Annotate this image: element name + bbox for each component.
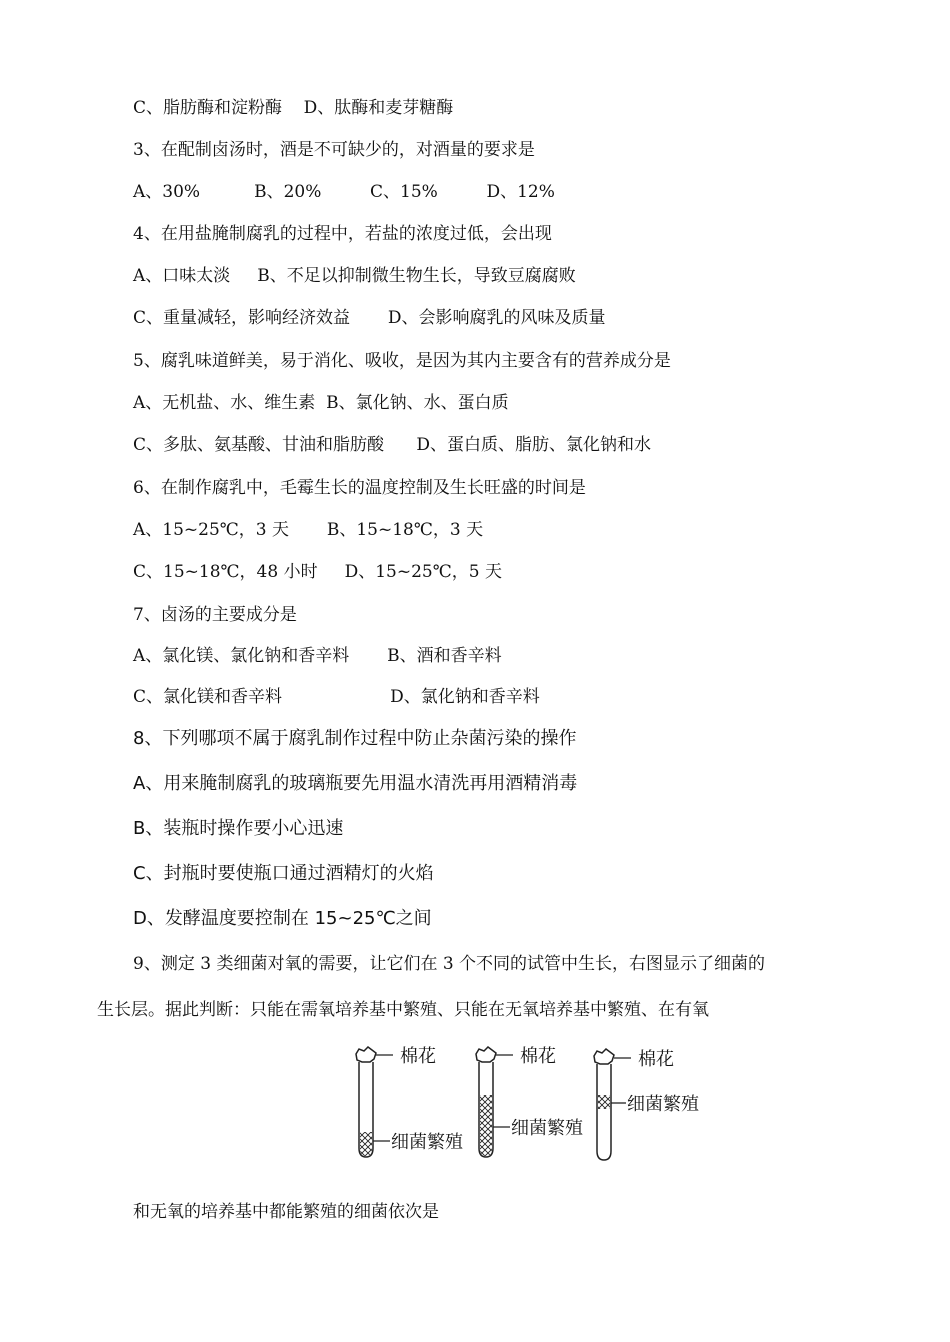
option-line-q2-cd: C、脂肪酶和淀粉酶 D、肽酶和麦芽糖酶 xyxy=(133,98,454,118)
growth-layer-3 xyxy=(598,1095,610,1109)
options-q4-ab: A、口味太淡 B、不足以抑制微生物生长，导致豆腐腐败 xyxy=(133,266,576,286)
question-3: 3、在配制卤汤时，酒是不可缺少的，对酒量的要求是 xyxy=(133,140,535,160)
options-q7-ab: A、氯化镁、氯化钠和香辛料 B、酒和香辛料 xyxy=(133,646,502,666)
tube-body-3 xyxy=(597,1064,611,1160)
options-q4-cd: C、重量减轻，影响经济效益 D、会影响腐乳的风味及质量 xyxy=(133,308,606,328)
label-cotton-3: 棉花 xyxy=(638,1049,674,1070)
cotton-plug-3 xyxy=(594,1049,614,1064)
label-cotton-2: 棉花 xyxy=(520,1046,556,1067)
option-q8-a: A、用来腌制腐乳的玻璃瓶要先用温水清洗再用酒精消毒 xyxy=(133,773,578,794)
question-9-line1: 9、测定 3 类细菌对氧的需要，让它们在 3 个不同的试管中生长，右图显示了细菌的 xyxy=(133,954,766,974)
cotton-plug-1 xyxy=(356,1047,376,1062)
test-tube-3 xyxy=(594,1049,699,1160)
test-tube-2 xyxy=(476,1046,583,1157)
question-9-line2: 生长层。据此判断：只能在需氧培养基中繁殖、只能在无氧培养基中繁殖、在有氧 xyxy=(97,1000,709,1020)
options-q5-ab: A、无机盐、水、维生素 B、氯化钠、水、蛋白质 xyxy=(133,393,509,413)
option-q8-d: D、发酵温度要控制在 15~25℃之间 xyxy=(133,908,432,929)
label-growth-2: 细菌繁殖 xyxy=(511,1118,583,1139)
question-8: 8、下列哪项不属于腐乳制作过程中防止杂菌污染的操作 xyxy=(133,728,577,749)
option-q8-b: B、装瓶时操作要小心迅速 xyxy=(133,818,344,839)
option-q8-c: C、封瓶时要使瓶口通过酒精灯的火焰 xyxy=(133,863,434,884)
question-9-line3: 和无氧的培养基中都能繁殖的细菌依次是 xyxy=(133,1202,439,1222)
growth-layer-1 xyxy=(360,1132,372,1156)
options-q5-cd: C、多肽、氨基酸、甘油和脂肪酸 D、蛋白质、脂肪、氯化钠和水 xyxy=(133,435,652,455)
label-growth-3: 细菌繁殖 xyxy=(627,1094,699,1115)
label-cotton-1: 棉花 xyxy=(400,1046,436,1067)
options-q6-ab: A、15~25℃，3 天 B、15~18℃，3 天 xyxy=(133,520,484,540)
question-5: 5、腐乳味道鲜美，易于消化、吸收，是因为其内主要含有的营养成分是 xyxy=(133,351,671,371)
growth-layer-2 xyxy=(480,1095,492,1156)
test-tube-1 xyxy=(356,1046,463,1157)
test-tube-figure xyxy=(350,1045,720,1170)
cotton-plug-2 xyxy=(476,1047,496,1062)
question-7: 7、卤汤的主要成分是 xyxy=(133,605,297,625)
question-6: 6、在制作腐乳中，毛霉生长的温度控制及生长旺盛的时间是 xyxy=(133,478,586,498)
options-q7-cd: C、氯化镁和香辛料 D、氯化钠和香辛料 xyxy=(133,687,540,707)
options-q3: A、30% B、20% C、15% D、12% xyxy=(133,182,555,202)
question-4: 4、在用盐腌制腐乳的过程中，若盐的浓度过低，会出现 xyxy=(133,224,552,244)
options-q6-cd: C、15~18℃，48 小时 D、15~25℃，5 天 xyxy=(133,562,502,582)
label-growth-1: 细菌繁殖 xyxy=(391,1132,463,1153)
